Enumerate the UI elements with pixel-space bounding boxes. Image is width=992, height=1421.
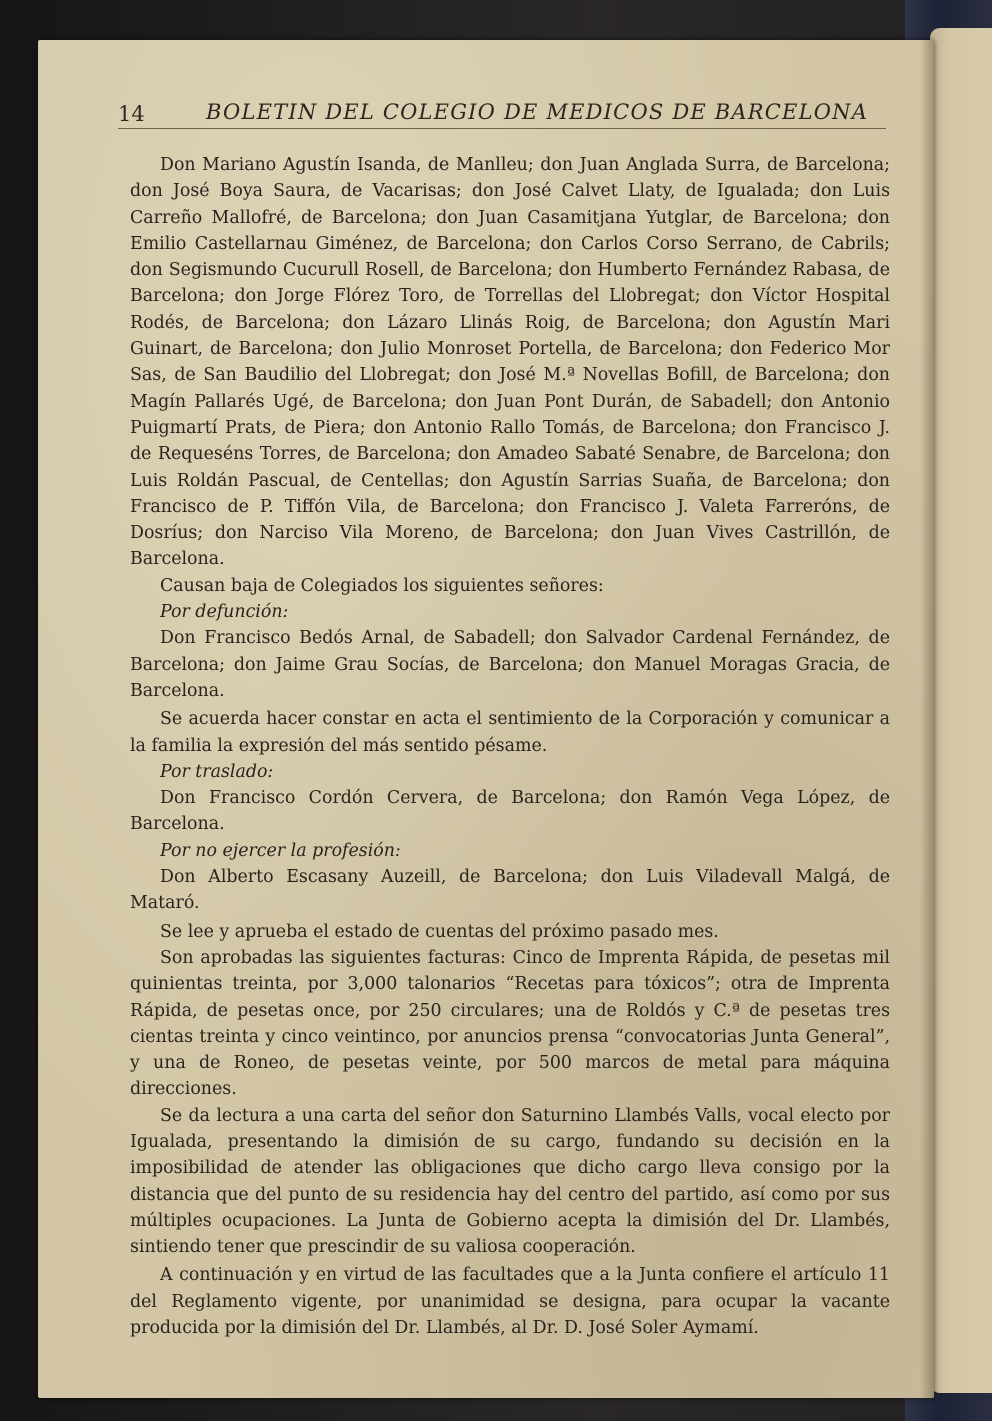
paragraph-deceased: Don Francisco Bedós Arnal, de Sabadell; don Salvador Cardenal Fernández, de Barcelona; don Jaime Grau Socías, de Barcelona; don Manuel Moragas Gracia, de Barcelona. xyxy=(130,628,890,701)
paragraph-new-members: Don Mariano Agustín Isanda, de Manlleu; don Juan Anglada Surra, de Barcelona; don José Boya Saura, de Vacarisas; don José Calvet Llaty, de Igualada; don Luis Carreño Mallofré, de Barcelona; don Juan Casamitjana Yutglar, de Barcelona; don Emilio Castellarnau Giménez, de Barcelona; don Carlos Corso Serrano, de Cabrils; don Segismundo Cucurull Rosell, de Barcelona; don Humberto Fernández Rabasa, de Barcelona; don Jorge Flórez Toro, de Torrellas del Llobregat; don Víctor Hospital Rodés, de Barcelona; don Lázaro Llinás Roig, de Barcelona; don Agustín Mari Guinart, de Barcelona; don Julio Monroset Portella, de Barcelona; don Federico Mor Sas, de San Baudilio del Llobregat; don José M.ª Novellas Bofill, de Barcelona; don Magín Pallarés Ugé, de Barcelona; don Juan Pont Durán, de Sabadell; don Antonio Puigmartí Prats, de Piera; don Antonio Rallo Tomás, de Barcelona; don Francisco J. de Requeséns Torres, de Barcelona; don Amadeo Sabaté Senabre, de Barcelona; don Luis Roldán Pascual, de Centellas; don Agustín Sarrias Suaña, de Barcelona; don Francisco de P. Tiffón Vila, de Barcelona; don Francisco J. Valeta Farreróns, de Dosríus; don Narciso Vila Moreno, de Barcelona; don Juan Vives Castrillón, de Barcelona. xyxy=(130,155,890,570)
paragraph-resignation: Se da lectura a una carta del señor don Saturnino Llambés Valls, vocal electo por Igualada, presentando la dimisión de su cargo, fundando su decisión en la imposibilidad de atender las obligaciones que dicho cargo lleva consigo por la distancia que del punto de su residencia hay del centro del partido, así como por sus múltiples ocupaciones. La Junta de Gobierno acepta la dimisión del Dr. Llambés, sintiendo tener que prescindir de su valiosa cooperación. xyxy=(130,1105,890,1258)
paragraph-removals-intro: Causan baja de Colegiados los siguientes señores: xyxy=(160,575,604,596)
paragraph-condolences: Se acuerda hacer constar en acta el sentimiento de la Corporación y comunicar a la familia la expresión del más sentido pésame. xyxy=(130,709,890,756)
page-number: 14 xyxy=(118,102,145,126)
article-body xyxy=(130,152,890,1341)
paragraph-invoices: Son aprobadas las siguientes facturas: Cinco de Imprenta Rápida, de pesetas mil quinientas treinta, por 3,000 talonarios “Recetas para tóxicos”; otra de Imprenta Rápida, de pesetas once, por 250 circulares; una de Roldós y C.ª de pesetas tres cientas treinta y cinco veintinco, por anuncios prensa “convocatorias Junta General”, y una de Roneo, de pesetas veinte, por 500 marcos de metal para máquina direcciones. xyxy=(130,947,890,1100)
paragraph-accounts: Se lee y aprueba el estado de cuentas del próximo pasado mes. xyxy=(160,921,719,942)
paragraph-appointment: A continuación y en virtud de las facultades que a la Junta confiere el artículo 11 del Reglamento vigente, por unanimidad se designa, para ocupar la vacante producida por la dimisión del Dr. Llambés, al Dr. D. José Soler Aymamí. xyxy=(130,1265,890,1339)
journal-title: BOLETIN DEL COLEGIO DE MEDICOS DE BARCELONA xyxy=(206,100,869,124)
subheading-transfer: Por traslado: xyxy=(160,761,274,782)
paragraph-not-practicing: Don Alberto Escasany Auzeill, de Barcelona; don Luis Viladevall Malgá, de Mataró. xyxy=(130,867,890,914)
paragraph-transferred: Don Francisco Cordón Cervera, de Barcelona; don Ramón Vega López, de Barcelona. xyxy=(130,788,890,835)
page-gutter-shadow xyxy=(920,40,934,1398)
subheading-death: Por defunción: xyxy=(160,602,289,623)
adjacent-page-edge xyxy=(930,28,992,1393)
subheading-not-practicing: Por no ejercer la profesión: xyxy=(160,840,401,861)
running-header xyxy=(118,98,886,129)
